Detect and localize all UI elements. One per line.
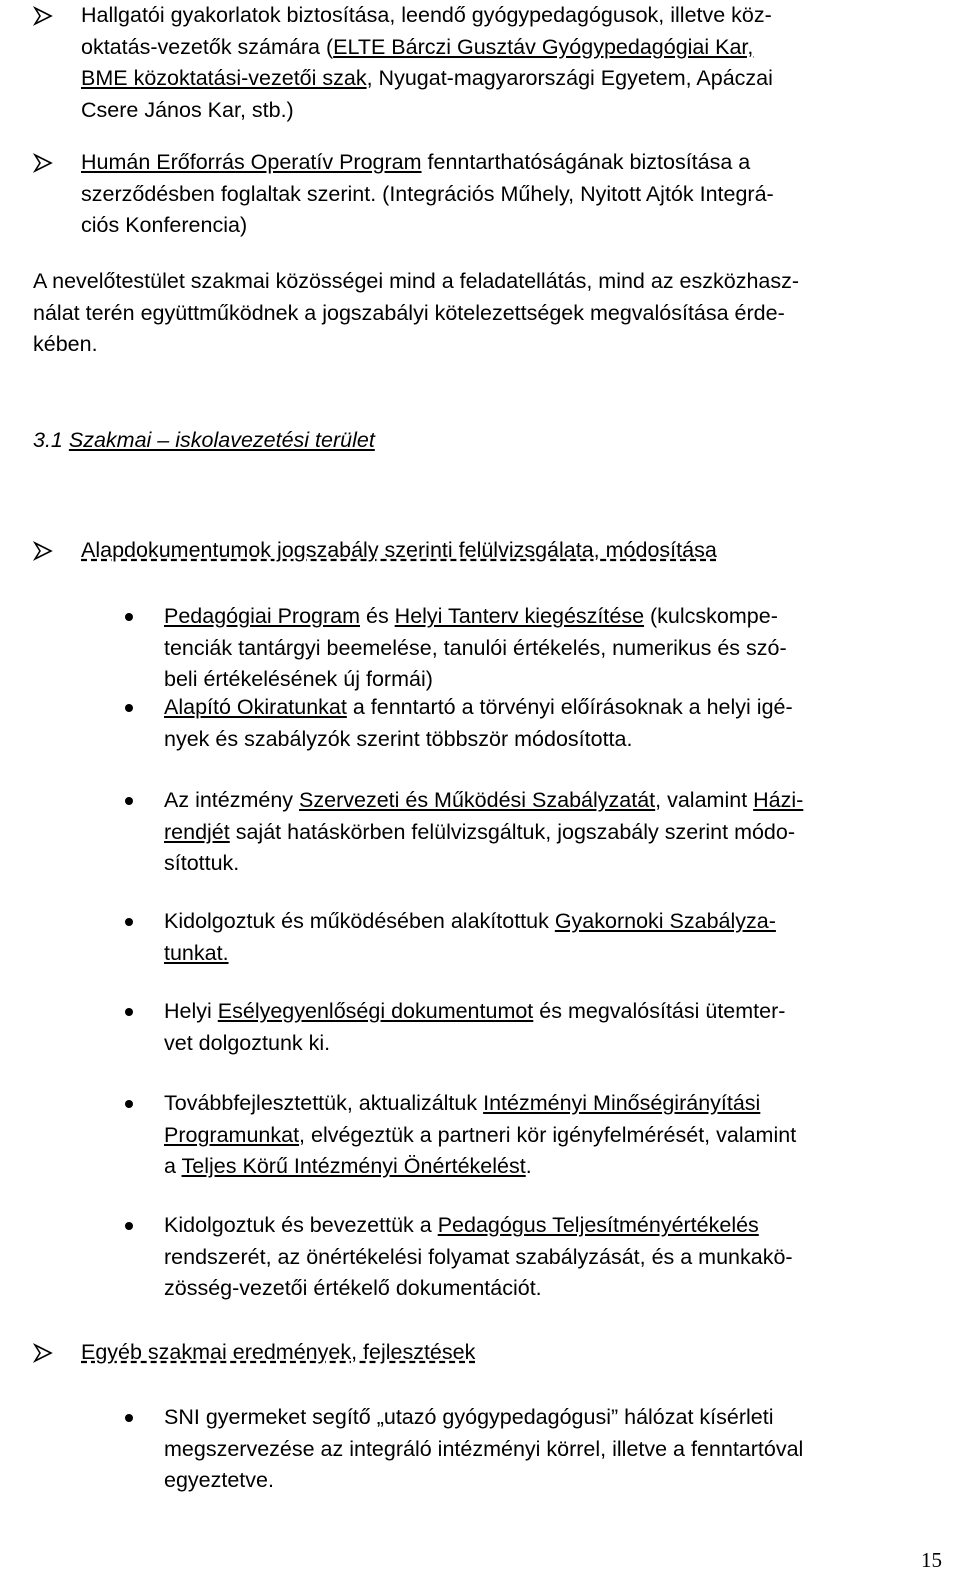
arrow-bullet-icon	[33, 153, 53, 173]
document-page: Hallgatói gyakorlatok biztosítása, leendő gyógypedagógusok, illetve köz- oktatás-vezetők számára (ELTE Bárczi Gusztáv Gyógypedagógiai Kar, BME közoktatási-vezetői szak, Nyugat-magyarországi Egyetem, Apáczai Csere János Kar, stb.) Humán Erőforrás Operatív Program fenntarthatóságának biztosítása a szerződésben foglaltak szerint. (Integrációs Műhely, Nyitott Ajtók Integrá- ciós Konferencia) A nevelőtestület szakmai közösségei mind a feladatellátás, mind az eszközhasz- nálat terén együttműködnek a jogszabályi kötelezettségek megvalósítása érde- kében. 3.1 Szakmai – iskolavezetési terület Alapdokumentumok jogszabály szerinti felülvizsgálata, módosítása Pedagógiai Program és Helyi Tanterv kiegészítése (kulcskompe- tenciák tantárgyi beemelése, tanulói értékelés, numerikus és szó- beli értékelésének új formái) Alapító Okiratunkat a fenntartó a törvényi előírásoknak a helyi igé- nyek és szabályzók szerint többször módosította. Az intézmény Szervezeti és Működési Szabályzatát, valamint Házi- rendjét saját hatáskörben felülvizsgáltuk, jogszabály szerint módo- sítottuk. Kidolgoztuk és működésében alakítottuk Gyakornoki Szabályza- tunkat. Helyi Esélyegyenlőségi dokumentumot és megvalósítási ütemter- vet dolgoztunk ki. Továbbfejlesztettük, aktualizáltuk Intézményi Minőségirányítási Programunkat, elvégeztük a partneri kör igényfelmérését, valamint a Teljes Körű Intézményi Önértékelést. Kidolgoztuk és bevezettük a Pedagógus Teljesítményértékelés rendszerét, az önértékelési folyamat szabályzását, és a munkakö- zösség-vezetői értékelő dokumentációt. Egyéb szakmai eredmények, fejlesztések SNI gyermeket segítő „utazó gyógypedagógusi” hálózat kísérleti megszervezése az integráló intézményi körrel, illetve a fenntartóval egyeztetve. 15	[0, 0, 960, 1589]
round-bullet-icon	[125, 1100, 133, 1108]
round-bullet-icon	[125, 1008, 133, 1016]
arrow-item-text: Humán Erőforrás Operatív Program fenntarthatóságának biztosítása a szerződésben foglaltak szerint. (Integrációs Műhely, Nyitott Ajtók Integrá- ciós Konferencia)	[81, 150, 774, 237]
page-number: 15	[921, 1548, 942, 1572]
body-paragraph: A nevelőtestület szakmai közösségei mind a feladatellátás, mind az eszközhasz- nálat terén együttműködnek a jogszabályi kötelezettségek megvalósítása érde- kében.	[33, 269, 800, 356]
arrow-bullet-icon	[33, 1343, 53, 1363]
round-bullet-icon	[125, 613, 133, 621]
round-bullet-icon	[125, 1222, 133, 1230]
heading-title: Szakmai – iskolavezetési terület	[68, 428, 375, 452]
arrow-item-text: Hallgatói gyakorlatok biztosítása, leendő gyógypedagógusok, illetve köz- oktatás-vezetők számára (ELTE Bárczi Gusztáv Gyógypedagógiai Kar, BME közoktatási-vezetői szak, Nyugat-magyarországi Egyetem, Apáczai Csere János Kar, stb.)	[81, 3, 773, 122]
round-bullet-icon	[125, 797, 133, 805]
round-bullet-icon	[125, 918, 133, 926]
round-bullet-icon	[125, 1414, 133, 1422]
arrow-bullet-icon	[33, 541, 53, 561]
subsection-title: Egyéb szakmai eredmények, fejlesztések	[81, 1340, 476, 1364]
subsection-title: Alapdokumentumok jogszabály szerinti felülvizsgálata, módosítása	[81, 538, 717, 562]
heading-number: 3.1	[33, 428, 69, 452]
arrow-bullet-icon	[33, 6, 53, 26]
round-bullet-icon	[125, 704, 133, 712]
